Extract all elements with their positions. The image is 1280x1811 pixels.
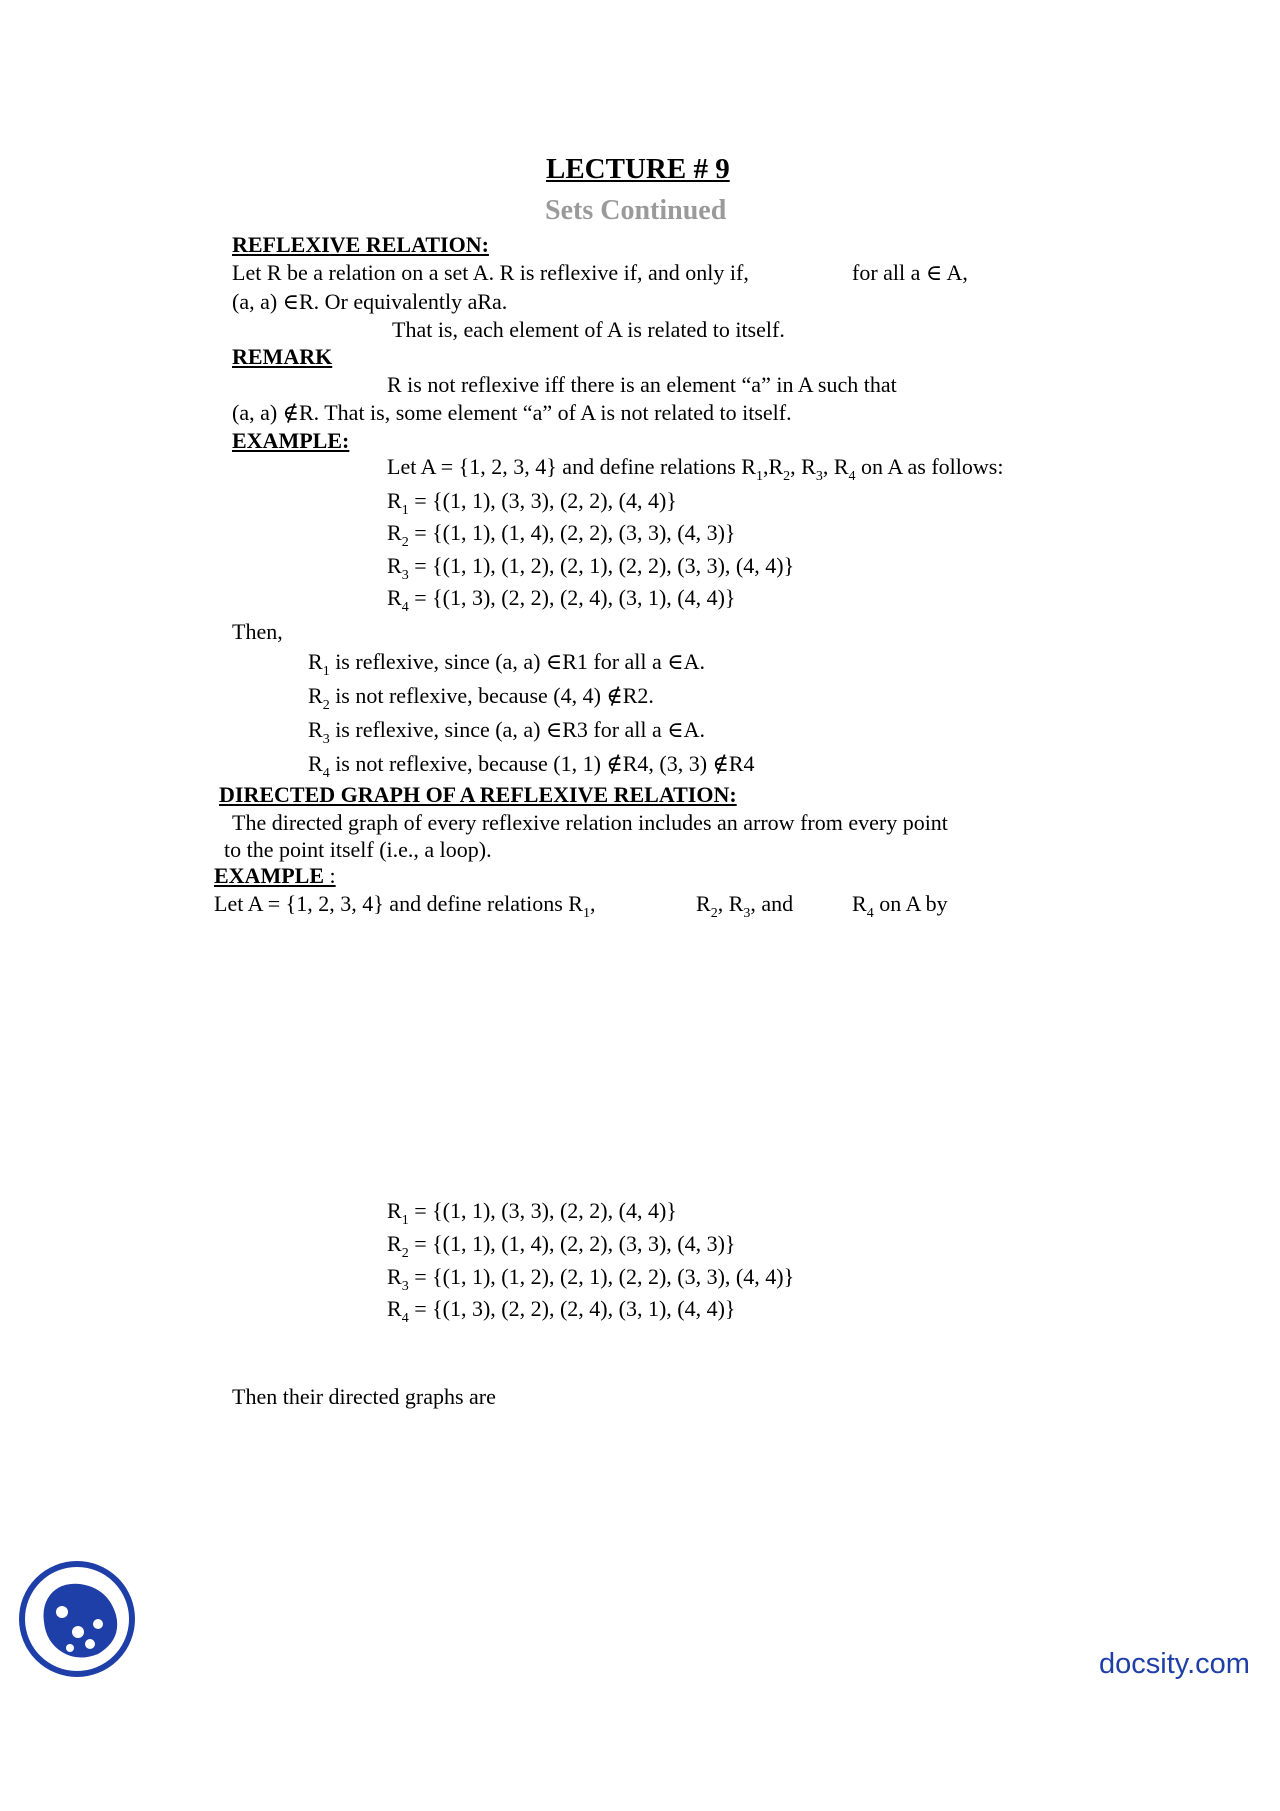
page-title: LECTURE # 9 — [546, 153, 730, 185]
example2-intro-a: Let A = {1, 2, 3, 4} and define relations $R_1$, — [214, 891, 596, 921]
example1-conclusion-r4: $R_4$ is not reflexive, because (1, 1) ∉R4, (3, 3) ∉R4 — [308, 751, 755, 781]
directed-graph-heading: DIRECTED GRAPH OF A REFLEXIVE RELATION: — [219, 782, 737, 807]
example1-conclusion-r1: $R_1$ is reflexive, since (a, a) ∈R1 for all a ∈A. — [308, 649, 705, 679]
example1-relation-r1: $R_1 = \{(1$, 1), (3, 3), (2, 2), (4, 4)} — [387, 488, 677, 518]
reflexive-def-line1b: for all a ∈ A, — [852, 260, 968, 285]
reflexive-heading: REFLEXIVE RELATION: — [232, 232, 489, 257]
directed-graph-line2: to the point itself (i.e., a loop). — [224, 837, 492, 862]
reflexive-def-line3: That is, each element of A is related to itself. — [392, 317, 785, 342]
example2-heading: EXAMPLE : — [214, 863, 336, 888]
example1-relation-r4: $R_4 = \{(1$, 3), (2, 2), (2, 4), (3, 1), (4, 4)} — [387, 585, 736, 615]
page-subtitle: Sets Continued — [545, 195, 727, 226]
remark-heading: REMARK — [232, 344, 333, 369]
example1-intro: Let A = {1, 2, 3, 4} and define relations $R_1,R_2$, $R_3$, $R_4$ on A as follows: — [387, 454, 1004, 484]
reflexive-def-line1a: Let R be a relation on a set A. R is reflexive if, and only if, — [232, 260, 749, 285]
example2-then-text: Then their directed graphs are — [232, 1384, 496, 1409]
docsity-logo-icon[interactable] — [18, 1560, 136, 1678]
example2-relation-r4: $R_4 = \{(1$, 3), (2, 2), (2, 4), (3, 1), (4, 4)} — [387, 1296, 736, 1326]
example1-then: Then, — [232, 619, 283, 644]
example2-relation-r1: $R_1 = \{(1$, 1), (3, 3), (2, 2), (4, 4)} — [387, 1198, 677, 1228]
example2-intro-c: $R_4$ on A by — [852, 891, 948, 921]
reflexive-def-line2: (a, a) ∈R. Or equivalently aRa. — [232, 289, 508, 314]
remark-line2: (a, a) ∉R. That is, some element “a” of A is not related to itself. — [232, 400, 792, 425]
example2-relation-r2: $R_2 = \{(1$, 1), (1, 4), (2, 2), (3, 3), (4, 3)} — [387, 1231, 736, 1261]
example1-conclusion-r3: $R_3$ is reflexive, since (a, a) ∈R3 for all a ∈A. — [308, 717, 705, 747]
example1-heading: EXAMPLE: — [232, 428, 350, 453]
example1-relation-r2: $R_2 = \{(1$, 1), (1, 4), (2, 2), (3, 3), (4, 3)} — [387, 520, 736, 550]
example2-relation-r3: $R_3 = \{(1$, 1), (1, 2), (2, 1), (2, 2), (3, 3), (4, 4)} — [387, 1264, 795, 1294]
remark-line1: R is not reflexive iff there is an element “a” in A such that — [387, 372, 897, 397]
docsity-brand-link[interactable]: docsity.com — [1099, 1648, 1250, 1680]
example1-conclusion-r2: $R_2$ is not reflexive, because (4, 4) ∉R2. — [308, 683, 654, 713]
example2-intro-b: $R_2$, $R_3$, and — [696, 891, 794, 921]
directed-graph-line1: The directed graph of every reflexive relation includes an arrow from every point — [232, 810, 948, 835]
example1-relation-r3: $R_3 = \{(1$, 1), (1, 2), (2, 1), (2, 2), (3, 3), (4, 4)} — [387, 553, 795, 583]
